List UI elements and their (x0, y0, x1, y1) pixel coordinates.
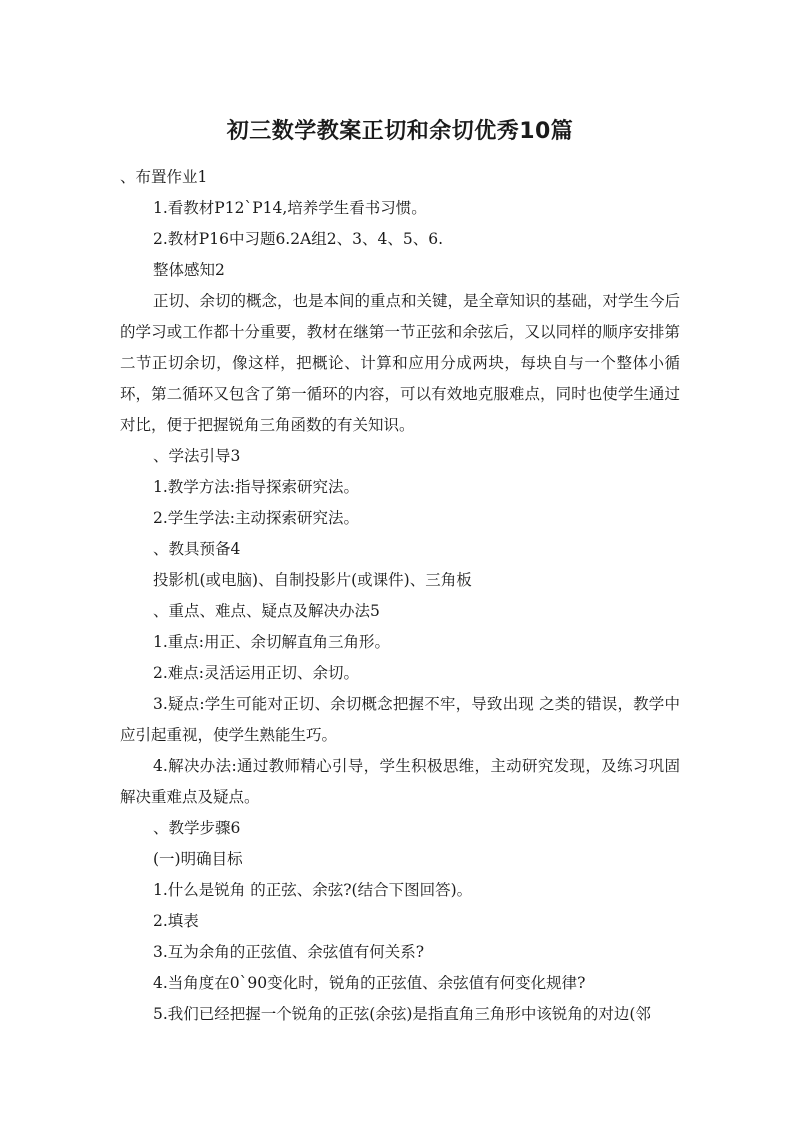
text-line: 2.教材P16中习题6.2A组2、3、4、5、6. (153, 230, 444, 248)
text-line: 4.当角度在0`90变化时，锐角的正弦值、余弦值有何变化规律? (153, 974, 586, 992)
text-line: 2.填表 (153, 912, 199, 930)
text-line: 、重点、难点、疑点及解决办法5 (153, 602, 380, 620)
paragraph: 正切、余切的概念，也是本间的重点和关键，是全章知识的基础，对学生今后的学习或工作都十分重要，教材在继第一节正弦和余弦后，又以同样的顺序安排第二节正切余切，像这样，把概论、计算和应用分成两块，每块自与一个整体小循环，第二循环又包含了第一循环的内容，可以有效地克服难点，同时也使学生通过对比，便于把握锐角三角函数的有关知识。 (120, 292, 681, 434)
text-line: (一)明确目标 (153, 850, 243, 868)
paragraph: 3.疑点:学生可能对正切、余切概念把握不牢，导致出现 之类的错误，教学中应引起重视，使学生熟能生巧。 (120, 695, 680, 744)
text-line: 1.重点:用正、余切解直角三角形。 (153, 633, 391, 651)
text-line: 2.难点:灵活运用正切、余切。 (153, 664, 360, 682)
text-line: 、教学步骤6 (153, 819, 241, 837)
text-line: 3.互为余角的正弦值、余弦值有何关系? (153, 943, 425, 961)
text-line: 1.看教材P12`P14,培养学生看书习惯。 (153, 199, 427, 217)
text-line: 2.学生学法:主动探索研究法。 (153, 509, 360, 527)
text-line: 1.什么是锐角 的正弦、余弦?(结合下图回答)。 (153, 881, 473, 899)
document-body (120, 162, 680, 1030)
text-line: 1.教学方法:指导探索研究法。 (153, 478, 360, 496)
text-line: 、布置作业1 (120, 168, 208, 186)
document-title: 初三数学教案正切和余切优秀10篇 (226, 119, 574, 144)
text-line: 、学法引导3 (153, 447, 241, 465)
text-line: 5.我们已经把握一个锐角的正弦(余弦)是指直角三角形中该锐角的对边(邻 (153, 1005, 651, 1023)
text-line: 、教具预备4 (153, 540, 241, 558)
paragraph: 4.解决办法:通过教师精心引导，学生积极思维，主动研究发现，及练习巩固解决重难点及疑点。 (120, 757, 680, 806)
text-line: 整体感知2 (153, 261, 225, 279)
text-line: 投影机(或电脑)、自制投影片(或课件)、三角板 (153, 571, 472, 589)
